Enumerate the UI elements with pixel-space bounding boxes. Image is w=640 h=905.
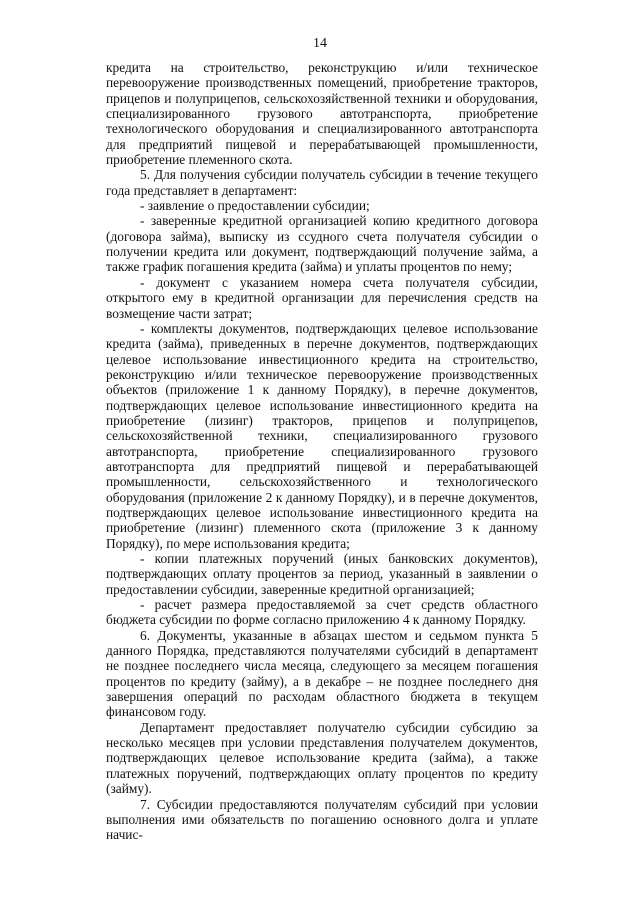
body-text — [106, 60, 538, 843]
paragraph-item-6: 6. Документы, указанные в абзацах шестом и седьмом пункта 5 данного Порядка, представляются получателями субсидий в департамент не позднее последнего числа месяца, следующего за месяцем погашения процентов по кредиту (займу), а в декабре – не позднее последнего дня завершения операций по расходам областного бюджета в текущем финансовом году. — [106, 627, 538, 720]
list-item-account-document: - документ с указанием номера счета получателя субсидии, открытого ему в кредитной организации для перечисления средств на возмещение части затрат; — [106, 274, 538, 321]
page-number: 14 — [313, 36, 327, 51]
list-item-loan-agreement: - заверенные кредитной организацией копию кредитного договора (договора займа), выписку из ссудного счета получателя субсидии о получении кредита или документ, подтверждающий получение займа, а также график погашения кредита (займа) и уплаты процентов по нему; — [106, 213, 538, 275]
paragraph-item-5: 5. Для получения субсидии получатель субсидии в течение текущего года представляет в департамент: — [106, 167, 538, 198]
list-item-document-sets: - комплекты документов, подтверждающих целевое использование кредита (займа), приведенных в перечне документов, подтверждающих целевое использование инвестиционного кредита на строительство, реконструкцию и/или техническое перевооружение производственных объектов (приложение 1 к данному Порядку), в перечне документов, подтверждающих целевое использование инвестиционного кредита на приобретение (лизинг) тракторов, прицепов и полуприцепов, сельскохозяйственной техники, специализированного грузового автотранспорта, приобретение специализированного грузового автотранспорта для предприятий пищевой и перерабатывающей промышленности, сельскохозяйственного и технологического оборудования (приложение 2 к данному Порядку), и в перечне документов, подтверждающих целевое использование инвестиционного кредита на приобретение (лизинг) племенного скота (приложение 3 к данному Порядку), по мере использования кредита; — [106, 320, 538, 551]
paragraph-item-7: 7. Субсидии предоставляются получателям субсидий при условии выполнения ими обязательств по погашению основного долга и уплате начис- — [106, 796, 538, 843]
list-item-calculation: - расчет размера предоставляемой за счет средств областного бюджета субсидии по форме согласно приложению 4 к данному Порядку. — [106, 597, 538, 628]
paragraph-department: Департамент предоставляет получателю субсидии субсидию за несколько месяцев при условии представления получателем документов, подтверждающих целевое использование кредита (займа), а также платежных поручений, подтверждающих оплату процентов по кредиту (займу). — [106, 719, 538, 797]
list-item-payment-orders: - копии платежных поручений (иных банковских документов), подтверждающих оплату процентов за период, указанный в заявлении о предоставлении субсидии, заверенные кредитной организацией; — [106, 551, 538, 597]
paragraph-continuation: кредита на строительство, реконструкцию и/или техническое перевооружение производственных помещений, приобретение тракторов, прицепов и полуприцепов, сельскохозяйственной техники и оборудования, специализированного грузового автотранспорта, приобретение технологического оборудования и специализированного автотранспорта для предприятий пищевой и перерабатывающей промышленности, приобретение племенного скота. — [106, 60, 538, 168]
list-item-application: - заявление о предоставлении субсидии; — [140, 198, 370, 214]
